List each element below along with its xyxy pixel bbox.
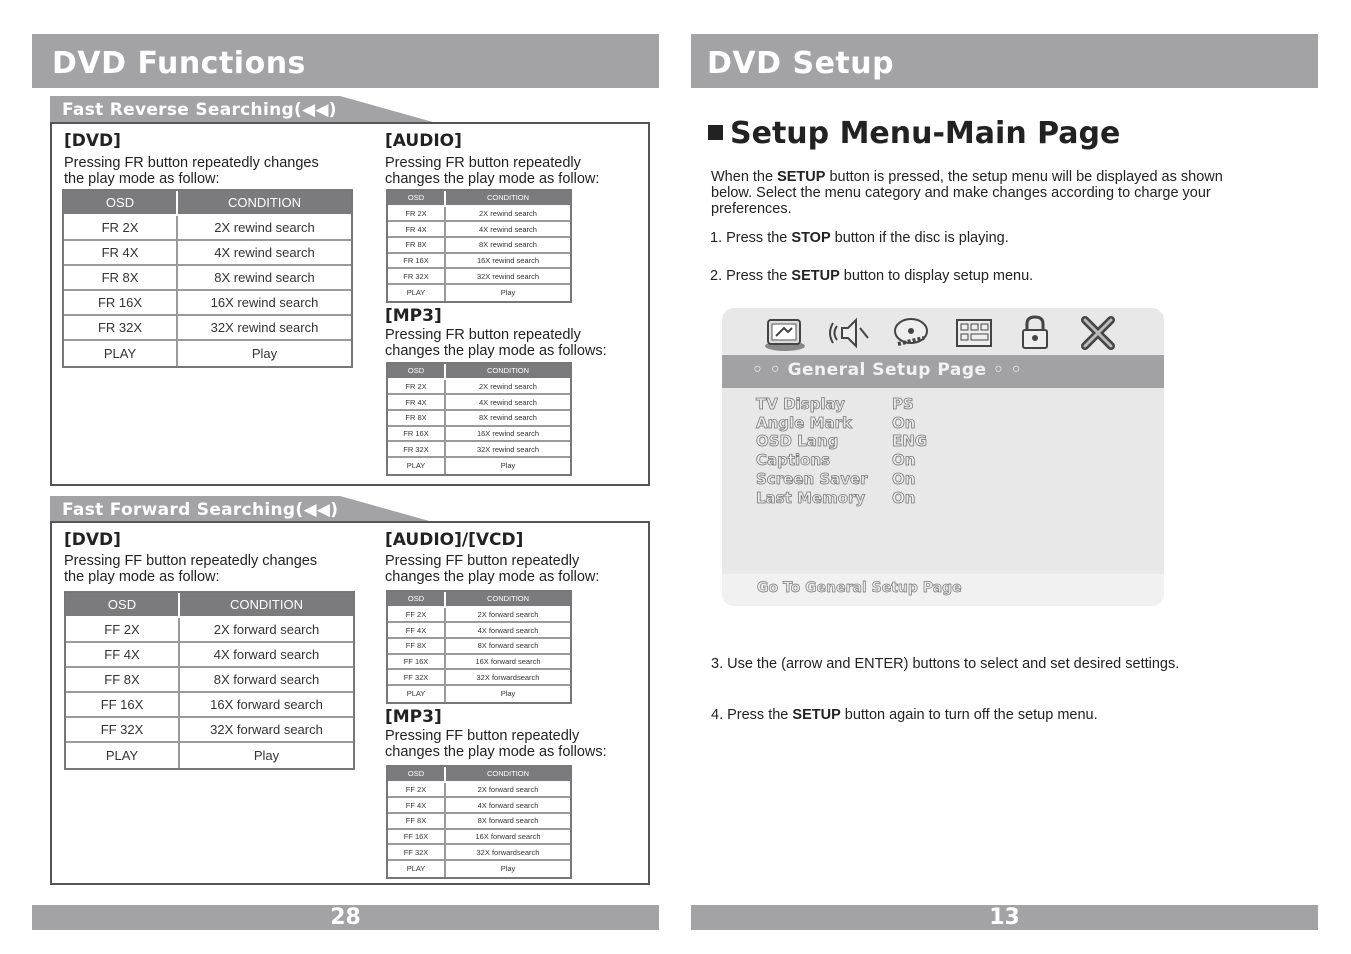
ff-mp3-table xyxy=(386,765,572,879)
condition-cell: 2X rewind search xyxy=(446,380,570,396)
exit-icon[interactable] xyxy=(1077,314,1119,352)
menu-item-label[interactable]: TV Display xyxy=(756,395,845,413)
osd-cell: FR 4X xyxy=(388,395,446,411)
ff-dvd-desc xyxy=(64,553,317,585)
table-header-row xyxy=(388,592,570,608)
ff-dvd-table xyxy=(64,591,355,770)
ff-mp3-desc xyxy=(385,728,607,760)
table-row xyxy=(64,291,351,316)
osd-cell: PLAY xyxy=(388,861,446,877)
right-page-title: DVD Setup xyxy=(707,46,895,81)
condition-cell: Play xyxy=(500,461,516,471)
menu-item-value[interactable]: On xyxy=(892,413,916,432)
table-header-row xyxy=(66,593,353,618)
table-row xyxy=(66,668,353,693)
table-header-row xyxy=(388,364,570,380)
table-row xyxy=(66,693,353,718)
desc-line: Pressing FF button repeatedly changes xyxy=(64,553,318,569)
condition-header: CONDITION xyxy=(446,191,570,207)
osd-cell: PLAY xyxy=(64,341,178,366)
table-row xyxy=(388,845,570,861)
tv-setup-icon[interactable] xyxy=(764,314,806,352)
fr-mp3-table xyxy=(386,362,572,476)
table-row xyxy=(388,670,570,686)
osd-cell: FR 16X xyxy=(388,254,446,270)
text: 2. Press the xyxy=(710,268,792,284)
osd-cell: FF 4X xyxy=(66,643,180,668)
table-row xyxy=(388,686,570,702)
condition-cell: 32X forward search xyxy=(180,718,353,743)
desc-line: changes the play mode as follows: xyxy=(385,744,607,760)
table-row xyxy=(388,269,570,285)
fr-audio-desc xyxy=(385,155,599,187)
osd-cell: PLAY xyxy=(66,743,180,768)
osd-cell: FF 32X xyxy=(388,845,446,861)
table-row xyxy=(388,238,570,254)
menu-footer xyxy=(722,574,1164,606)
step-2 xyxy=(710,268,1033,284)
fr-audio-table xyxy=(386,189,572,303)
osd-cell: FF 16X xyxy=(388,830,446,846)
fr-dvd-desc xyxy=(64,155,319,187)
preference-icon[interactable] xyxy=(953,314,995,352)
bold-text: SETUP xyxy=(792,707,841,723)
section-title-text: Setup Menu-Main Page xyxy=(730,116,1121,151)
fr-mp3-label: [MP3] xyxy=(385,306,442,326)
condition-cell: 4X forward search xyxy=(446,623,570,639)
desc-line: Pressing FF button repeatedly xyxy=(385,728,580,744)
desc-line: changes the play mode as follow: xyxy=(385,569,600,585)
ff-audio-vcd-desc xyxy=(385,553,599,585)
condition-cell: Play xyxy=(500,689,516,699)
osd-header: OSD xyxy=(66,593,180,618)
table-row xyxy=(388,222,570,238)
osd-cell: PLAY xyxy=(388,458,446,474)
right-page-footer xyxy=(691,905,1318,930)
condition-cell: 2X forward search xyxy=(446,608,570,624)
osd-header: OSD xyxy=(388,364,446,380)
osd-header: OSD xyxy=(388,767,446,783)
table-row xyxy=(388,380,570,396)
text: When the xyxy=(711,169,778,185)
condition-cell: 4X forward search xyxy=(180,643,353,668)
table-header-row xyxy=(388,191,570,207)
ff-audio-vcd-table xyxy=(386,590,572,704)
table-row xyxy=(64,341,351,366)
osd-cell: PLAY xyxy=(388,285,446,301)
menu-item-label[interactable]: OSD Lang xyxy=(756,432,839,451)
ff-audio-vcd-label: [AUDIO]/[VCD] xyxy=(385,530,524,550)
condition-cell: 4X rewind search xyxy=(446,222,570,238)
condition-header: CONDITION xyxy=(446,364,570,380)
condition-header: CONDITION xyxy=(180,593,353,618)
condition-cell: 2X forward search xyxy=(446,783,570,799)
ff-dvd-label: [DVD] xyxy=(64,530,121,550)
table-row xyxy=(388,608,570,624)
desc-line: the play mode as follow: xyxy=(64,171,220,187)
osd-cell: PLAY xyxy=(388,686,446,702)
table-row xyxy=(388,639,570,655)
text: button to display setup menu. xyxy=(839,268,1034,284)
table-row xyxy=(66,643,353,668)
osd-cell: FR 8X xyxy=(388,411,446,427)
table-row xyxy=(388,861,570,877)
fast-reverse-tab xyxy=(50,96,450,124)
table-row xyxy=(388,395,570,411)
condition-cell: Play xyxy=(500,864,516,874)
menu-item-label[interactable]: Last Memory xyxy=(756,488,866,507)
desc-line: Pressing FF button repeatedly xyxy=(385,553,580,569)
osd-cell: FF 4X xyxy=(388,798,446,814)
table-row xyxy=(64,316,351,341)
step-4 xyxy=(711,707,1098,723)
osd-cell: FR 16X xyxy=(388,427,446,443)
menu-item-value[interactable]: ENG xyxy=(892,432,928,451)
condition-cell: 32X rewind search xyxy=(446,269,570,285)
ff-mp3-label: [MP3] xyxy=(385,707,442,727)
right-banner xyxy=(691,34,1318,88)
condition-cell: Play xyxy=(500,288,516,298)
condition-cell: Play xyxy=(251,346,278,361)
osd-cell: FF 2X xyxy=(66,618,180,643)
desc-line: changes the play mode as follow: xyxy=(385,171,600,187)
osd-cell: FR 32X xyxy=(64,316,178,341)
menu-page-title-bar xyxy=(722,355,1164,388)
menu-icon-row xyxy=(722,308,1164,356)
menu-item-value[interactable]: On xyxy=(892,488,916,507)
table-header-row xyxy=(64,191,351,216)
intro-line xyxy=(711,169,1223,185)
osd-cell: FF 8X xyxy=(388,814,446,830)
osd-cell: FR 32X xyxy=(388,442,446,458)
osd-cell: FR 8X xyxy=(64,266,178,291)
condition-cell: 4X forward search xyxy=(446,798,570,814)
osd-cell: FF 2X xyxy=(388,608,446,624)
left-page-title: DVD Functions xyxy=(52,46,306,81)
osd-cell: FF 8X xyxy=(388,639,446,655)
bold-text: STOP xyxy=(791,230,831,246)
condition-cell: 8X rewind search xyxy=(446,411,570,427)
menu-item-label[interactable]: Screen Saver xyxy=(756,469,868,488)
menu-item-value[interactable]: On xyxy=(892,469,916,488)
table-row xyxy=(388,623,570,639)
desc-line: changes the play mode as follows: xyxy=(385,343,607,359)
table-row xyxy=(64,266,351,291)
condition-cell: 8X rewind search xyxy=(446,238,570,254)
table-row xyxy=(388,207,570,223)
condition-cell: 32X rewind search xyxy=(178,316,351,341)
condition-cell: 16X forward search xyxy=(446,655,570,671)
condition-header: CONDITION xyxy=(178,191,351,216)
osd-cell: FR 16X xyxy=(64,291,178,316)
video-setup-icon[interactable] xyxy=(890,314,932,352)
menu-item-label[interactable]: Captions xyxy=(756,451,831,470)
condition-cell: 8X forward search xyxy=(446,814,570,830)
menu-item-value[interactable]: PS xyxy=(892,395,914,413)
osd-cell: FR 2X xyxy=(388,380,446,396)
desc-line: Pressing FR button repeatedly changes xyxy=(64,155,319,171)
condition-cell: 8X forward search xyxy=(180,668,353,693)
table-row xyxy=(388,814,570,830)
text: button if the disc is playing. xyxy=(830,230,1009,246)
fr-audio-label: [AUDIO] xyxy=(385,131,462,151)
condition-cell: 2X forward search xyxy=(180,618,353,643)
condition-cell: 16X rewind search xyxy=(446,254,570,270)
left-page-footer xyxy=(32,905,659,930)
bullet-square-icon xyxy=(708,125,723,140)
desc-line: the play mode as follow: xyxy=(64,569,220,585)
osd-cell: FF 32X xyxy=(388,670,446,686)
table-row xyxy=(388,285,570,301)
osd-cell: FF 8X xyxy=(66,668,180,693)
text: 4. Press the xyxy=(711,707,793,723)
condition-cell: 8X rewind search xyxy=(178,266,351,291)
menu-footer-text: Go To General Setup Page xyxy=(757,580,962,596)
fast-forward-heading: Fast Forward Searching(◀◀) xyxy=(62,500,339,520)
osd-cell: FF 4X xyxy=(388,623,446,639)
left-banner xyxy=(32,34,659,88)
condition-header: CONDITION xyxy=(446,767,570,783)
condition-cell: 16X rewind search xyxy=(446,427,570,443)
table-row xyxy=(388,655,570,671)
audio-setup-icon[interactable] xyxy=(828,314,870,352)
section-title xyxy=(708,116,1120,151)
condition-cell: 2X rewind search xyxy=(446,207,570,223)
intro-line: preferences. xyxy=(711,201,792,217)
osd-cell: FF 16X xyxy=(388,655,446,671)
bold-text: SETUP xyxy=(777,169,826,185)
left-page-number: 28 xyxy=(330,905,361,930)
table-row xyxy=(388,830,570,846)
step-1 xyxy=(710,230,1009,246)
condition-cell: 8X forward search xyxy=(446,639,570,655)
osd-cell: FF 2X xyxy=(388,783,446,799)
fr-mp3-desc xyxy=(385,327,607,359)
table-row xyxy=(388,783,570,799)
condition-cell: 16X rewind search xyxy=(178,291,351,316)
menu-item-value[interactable]: On xyxy=(892,451,916,470)
text: button again to turn off the setup menu. xyxy=(840,707,1098,723)
condition-cell: 4X rewind search xyxy=(178,241,351,266)
table-row xyxy=(388,411,570,427)
osd-cell: FF 32X xyxy=(66,718,180,743)
fr-dvd-table xyxy=(62,189,353,368)
intro-line: below. Select the menu category and make changes according to charge your xyxy=(711,185,1211,201)
text: 1. Press the xyxy=(710,230,792,246)
condition-cell: 32X forwardsearch xyxy=(446,670,570,686)
table-row xyxy=(64,241,351,266)
bold-text: SETUP xyxy=(791,268,840,284)
setup-menu-screen xyxy=(722,308,1164,606)
osd-header: OSD xyxy=(64,191,178,216)
condition-cell: 16X forward search xyxy=(180,693,353,718)
intro-paragraph xyxy=(711,169,1223,217)
fast-forward-tab xyxy=(50,496,450,524)
fr-dvd-label: [DVD] xyxy=(64,131,121,151)
table-row xyxy=(388,442,570,458)
condition-cell: 32X forwardsearch xyxy=(446,845,570,861)
fast-reverse-heading: Fast Reverse Searching(◀◀) xyxy=(62,100,337,120)
table-row xyxy=(66,718,353,743)
osd-cell: FR 2X xyxy=(388,207,446,223)
text: button is pressed, the setup menu will be displayed as shown xyxy=(825,169,1223,185)
osd-cell: FR 4X xyxy=(64,241,178,266)
menu-item-label[interactable]: Angle Mark xyxy=(756,413,852,432)
osd-cell: FR 4X xyxy=(388,222,446,238)
password-lock-icon[interactable] xyxy=(1014,314,1056,352)
osd-cell: FR 2X xyxy=(64,216,178,241)
osd-cell: FF 16X xyxy=(66,693,180,718)
table-row xyxy=(388,254,570,270)
condition-cell: 32X rewind search xyxy=(446,442,570,458)
table-row xyxy=(66,743,353,768)
table-row xyxy=(388,427,570,443)
desc-line: Pressing FR button repeatedly xyxy=(385,155,581,171)
step-3: 3. Use the (arrow and ENTER) buttons to select and set desired settings. xyxy=(711,656,1180,672)
condition-header: CONDITION xyxy=(446,592,570,608)
table-row xyxy=(66,618,353,643)
right-page-number: 13 xyxy=(989,905,1020,930)
osd-header: OSD xyxy=(388,592,446,608)
condition-cell: 2X rewind search xyxy=(178,216,351,241)
table-row xyxy=(64,216,351,241)
table-row xyxy=(388,798,570,814)
osd-cell: FR 8X xyxy=(388,238,446,254)
table-header-row xyxy=(388,767,570,783)
menu-page-title: ◦ ◦ General Setup Page ◦ ◦ xyxy=(752,360,1023,380)
table-row xyxy=(388,458,570,474)
osd-cell: FR 32X xyxy=(388,269,446,285)
condition-cell: 16X forward search xyxy=(446,830,570,846)
desc-line: Pressing FR button repeatedly xyxy=(385,327,581,343)
condition-cell: Play xyxy=(253,748,280,763)
condition-cell: 4X rewind search xyxy=(446,395,570,411)
osd-header: OSD xyxy=(388,191,446,207)
